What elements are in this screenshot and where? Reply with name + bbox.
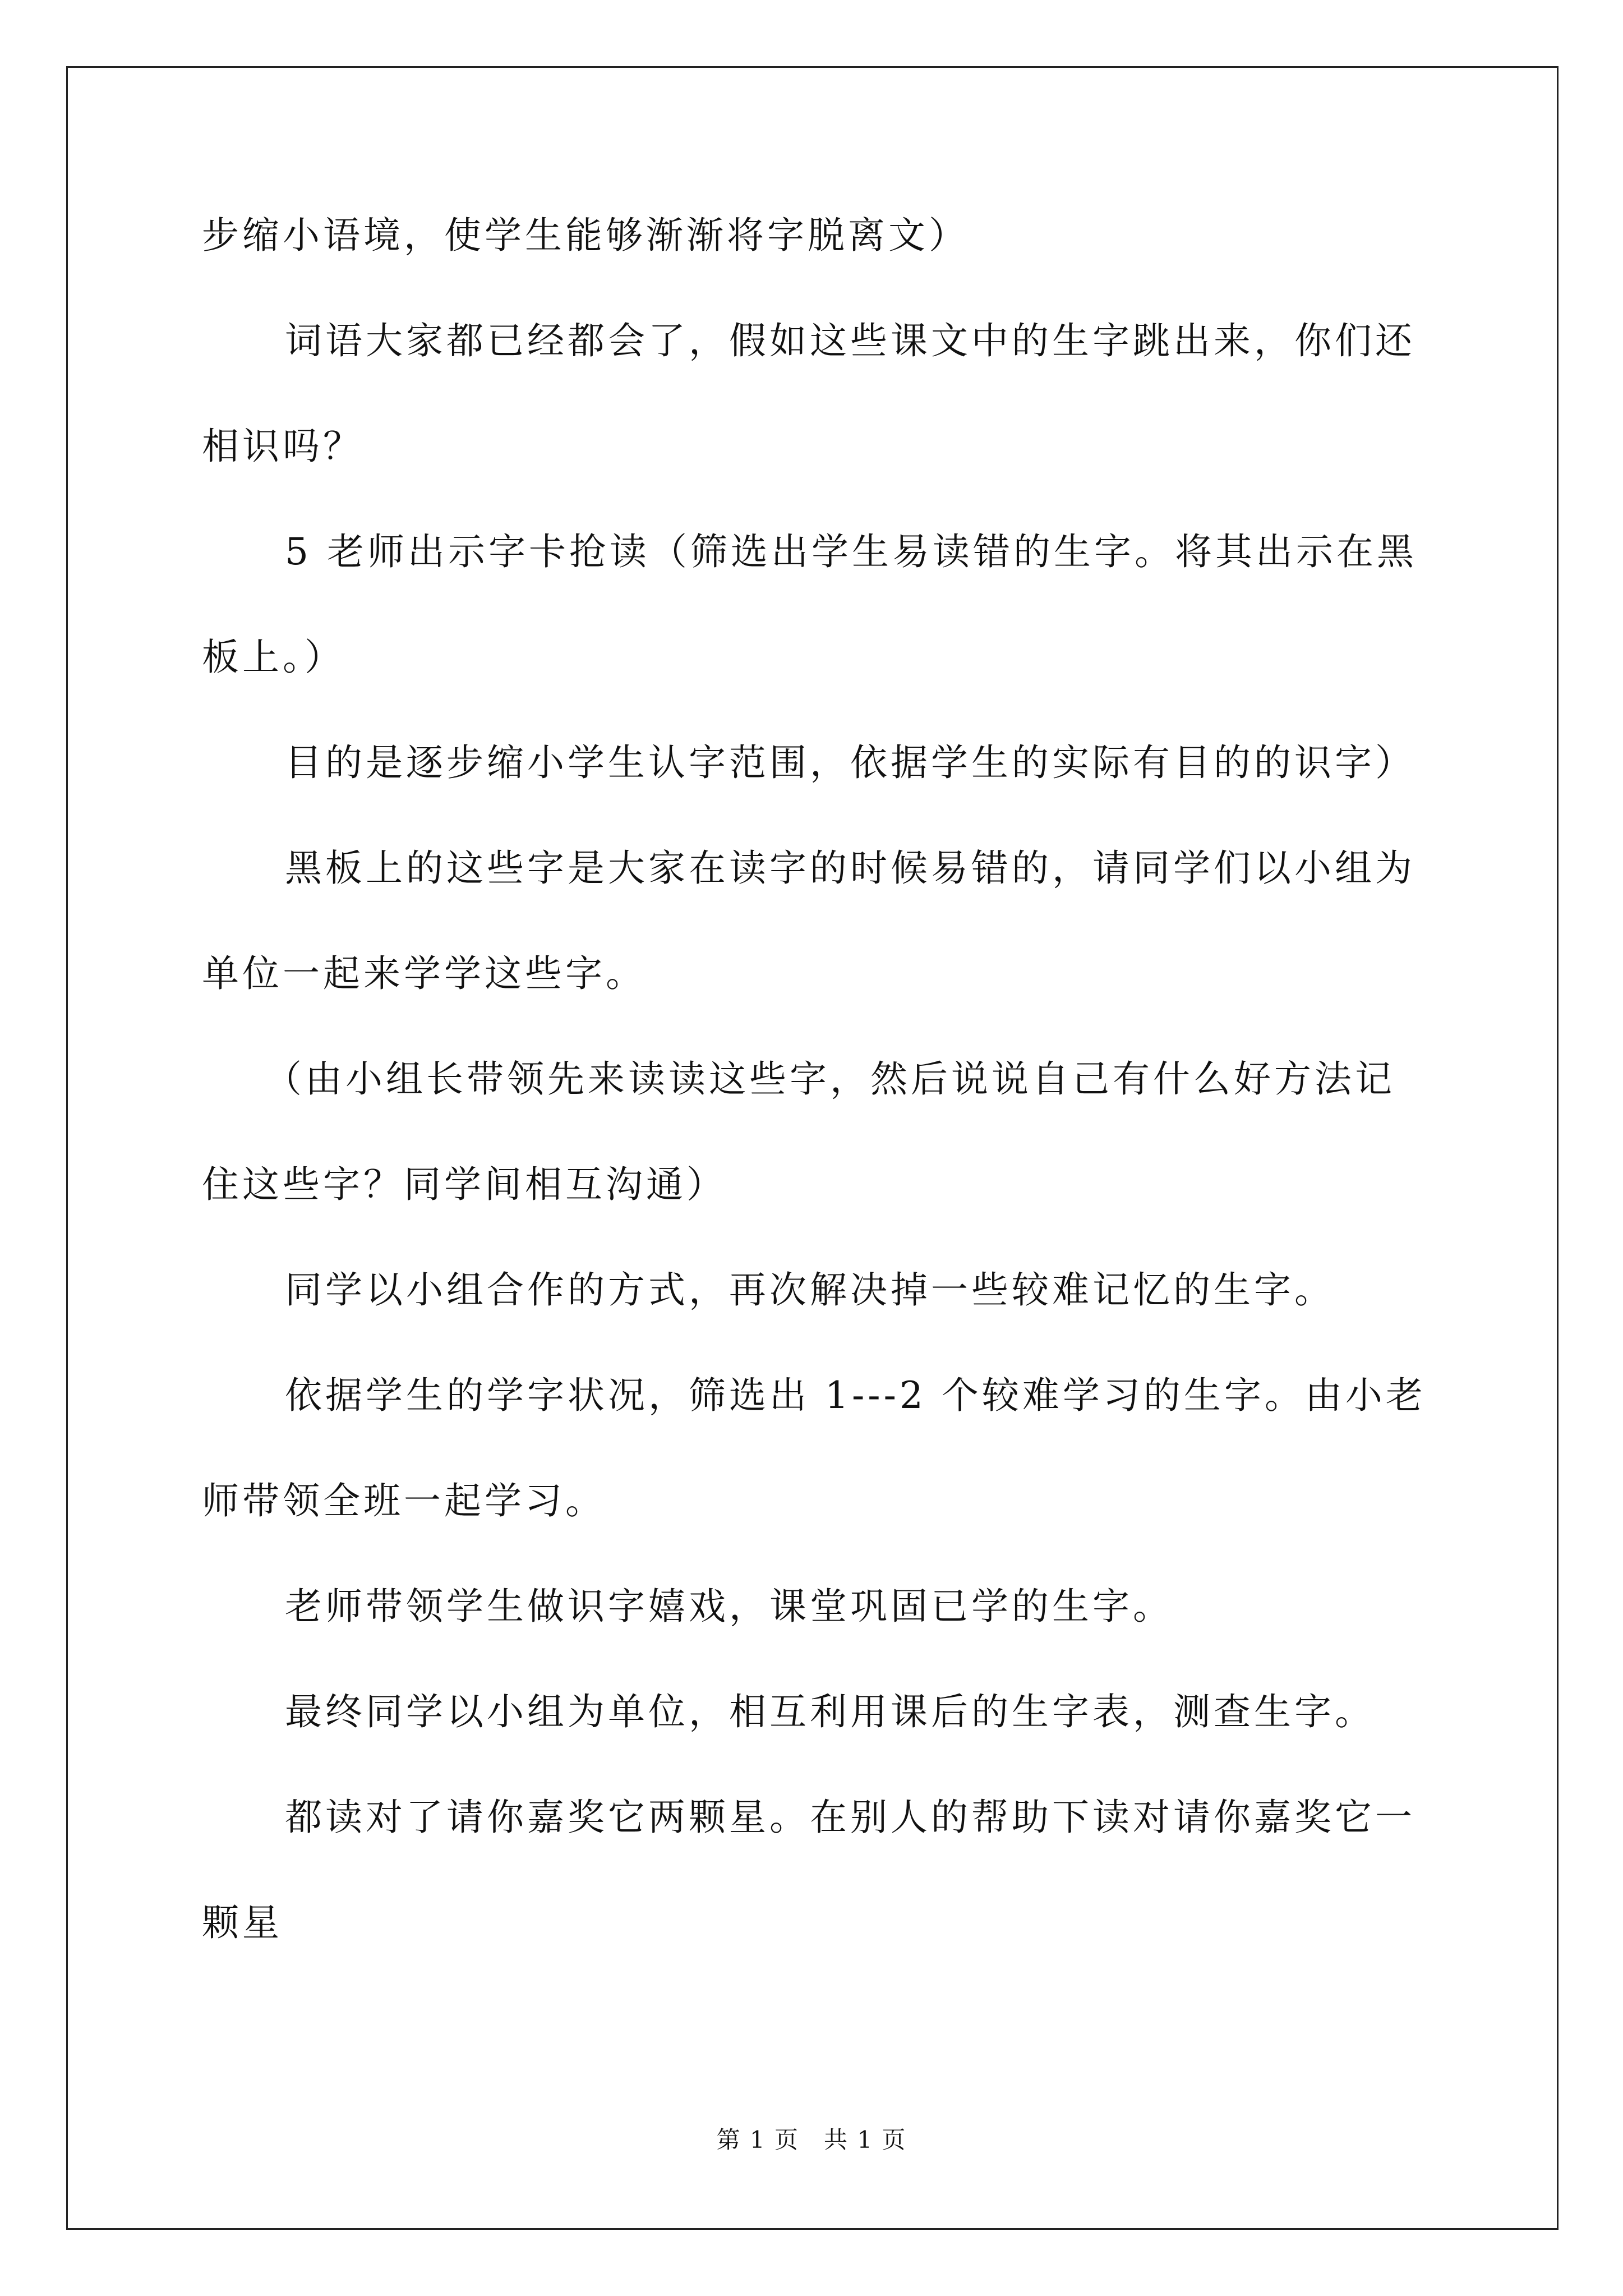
paragraph-line: 最终同学以小组为单位，相互利用课后的生字表，测查生字。 [285,1690,1375,1733]
paragraph-line: 老师带领学生做识字嬉戏，课堂巩固已学的生字。 [285,1585,1173,1628]
text-line: 住这些字？同学间相互沟通） [202,1163,727,1206]
paragraph-line: 5 老师出示字卡抢读（筛选出学生易读错的生字。将其出示在黑 [285,530,1417,573]
paragraph-line: （由小组长带领先来读读这些字，然后说说自己有什么好方法记 [265,1057,1395,1101]
text-line: 步缩小语境，使学生能够渐渐将字脱离文） [202,214,969,257]
text-line: 板上。） [202,636,345,679]
paragraph-line: 同学以小组合作的方式，再次解决掉一些较难记忆的生字。 [285,1268,1335,1312]
paragraph-line: 都读对了请你嘉奖它两颗星。在别人的帮助下读对请你嘉奖它一 [285,1796,1415,1839]
paragraph-line: 黑板上的这些字是大家在读字的时候易错的，请同学们以小组为 [285,846,1415,890]
paragraph-line: 依据学生的学字状况，筛选出 1---2 个较难学习的生字。由小老 [285,1374,1426,1417]
text-line: 相识吗？ [202,425,363,468]
text-line: 单位一起来学学这些字。 [202,952,646,995]
page-number-footer: 第 1 页 共 1 页 [716,2126,907,2154]
text-line: 颗星 [202,1901,283,1944]
paragraph-line: 词语大家都已经都会了，假如这些课文中的生字跳出来，你们还 [285,319,1415,362]
paragraph-line: 目的是逐步缩小学生认字范围，依据学生的实际有目的的识字） [285,741,1415,784]
page-border [66,66,1559,2230]
text-line: 师带领全班一起学习。 [202,1479,606,1522]
